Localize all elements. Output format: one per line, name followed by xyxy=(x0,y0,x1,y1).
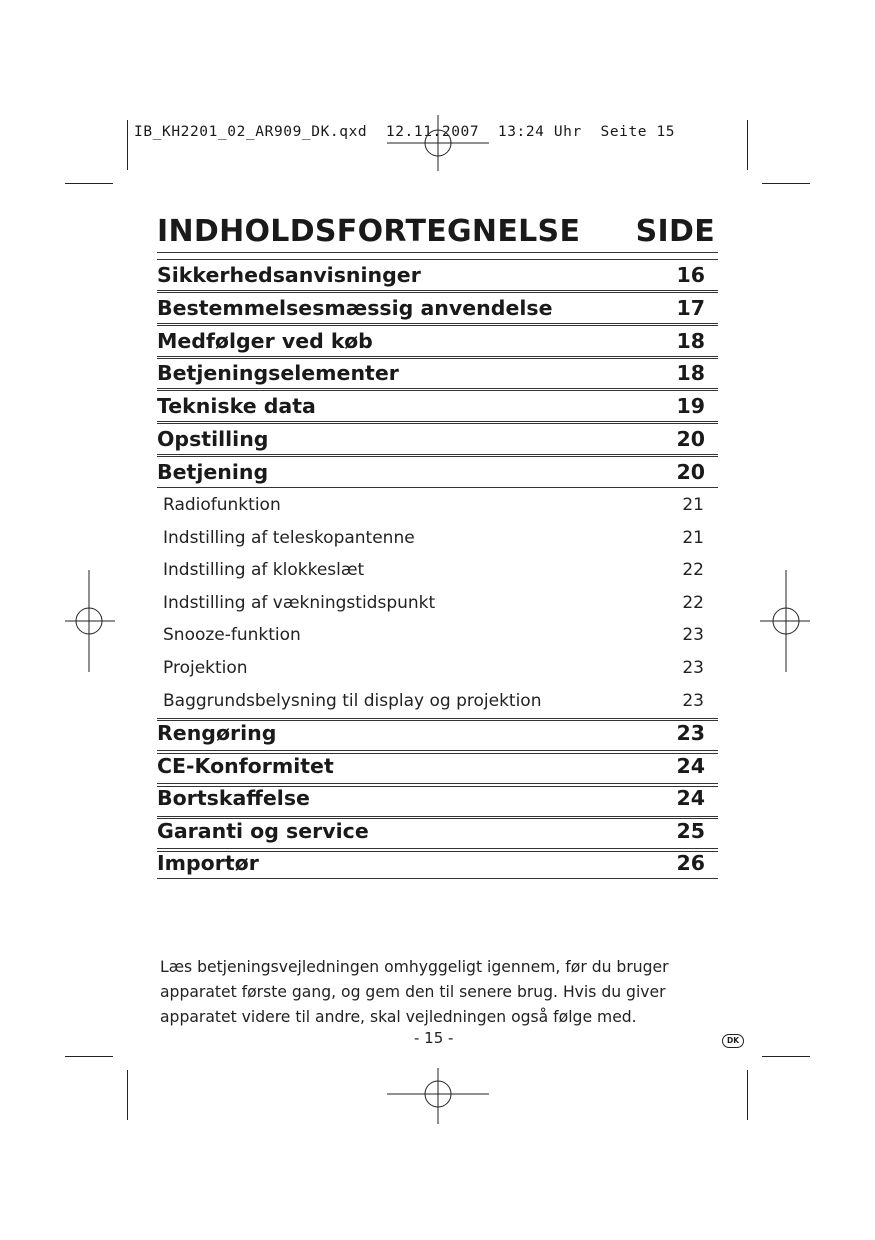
page-number: - 15 - xyxy=(414,1029,454,1047)
reading-instruction: Læs betjeningsvejledningen omhyggeligt igennem, før du bruger apparatet første gang, og gem den til senere brug. Hvis du giver apparatet videre til andre, skal vejledningen også følge med. xyxy=(160,958,669,1026)
crosshair-circle-icon xyxy=(387,1068,489,1124)
toc-entry-page: 23 xyxy=(682,691,704,711)
toc-entry[interactable] xyxy=(157,263,718,293)
toc-entry[interactable] xyxy=(157,786,718,816)
toc-entry-title: Radiofunktion xyxy=(163,495,281,515)
crosshair-circle-icon xyxy=(760,570,810,672)
toc-entry-title: Garanti og service xyxy=(157,819,369,843)
toc-entry[interactable] xyxy=(157,658,718,688)
toc-entry-title: Importør xyxy=(157,851,259,875)
crop-mark-top-right-h xyxy=(762,183,810,184)
toc-entry-page: 18 xyxy=(676,361,705,385)
toc-entry-title: Indstilling af vækningstidspunkt xyxy=(163,593,436,613)
toc-title: INDHOLDSFORTEGNELSE xyxy=(157,214,581,249)
toc-entry-page: 23 xyxy=(682,658,704,678)
toc-entry-page: 18 xyxy=(676,329,705,353)
toc-entry-title: Sikkerhedsanvisninger xyxy=(157,263,421,287)
toc-entry-page: 23 xyxy=(682,625,704,645)
toc-entry-page: 21 xyxy=(682,495,704,515)
toc-entry-title: Medfølger ved køb xyxy=(157,329,373,353)
toc-entry[interactable] xyxy=(157,495,718,525)
toc-entry-page: 25 xyxy=(676,819,705,843)
toc-entry[interactable] xyxy=(157,851,718,881)
toc-rule xyxy=(157,259,718,260)
toc-entry[interactable] xyxy=(157,394,718,424)
toc-entry-page: 17 xyxy=(676,296,705,320)
toc-entry[interactable] xyxy=(157,593,718,623)
crop-mark-top-left-h xyxy=(65,183,113,184)
toc-entry-page: 23 xyxy=(676,721,705,745)
toc-entry-title: Baggrundsbelysning til display og projektion xyxy=(163,691,542,711)
toc-entry-page: 16 xyxy=(676,263,705,287)
toc-entry[interactable] xyxy=(157,625,718,655)
toc-entry-title: Bortskaffelse xyxy=(157,786,310,810)
toc-entry-title: Rengøring xyxy=(157,721,277,745)
toc-entry-title: Betjeningselementer xyxy=(157,361,399,385)
language-badge: DK xyxy=(722,1034,744,1048)
toc-entry-title: Bestemmelsesmæssig anvendelse xyxy=(157,296,553,320)
toc-entry-page: 19 xyxy=(676,394,705,418)
crosshair-circle-icon xyxy=(65,570,115,672)
toc-rule xyxy=(157,816,718,817)
toc-entry-page: 22 xyxy=(682,560,704,580)
toc-entry-title: Opstilling xyxy=(157,427,269,451)
toc-entry-page: 20 xyxy=(676,427,705,451)
toc-entry-page: 21 xyxy=(682,528,704,548)
toc-entry-title: Snooze-funktion xyxy=(163,625,301,645)
toc-entry-page: 22 xyxy=(682,593,704,613)
toc-entry-title: CE-Konformitet xyxy=(157,754,334,778)
toc-entry[interactable] xyxy=(157,528,718,558)
toc-entry-page: 26 xyxy=(676,851,705,875)
toc-heading xyxy=(157,210,718,252)
toc-entry[interactable] xyxy=(157,427,718,457)
toc-entry-title: Indstilling af klokkeslæt xyxy=(163,560,365,580)
crop-mark-bottom-right-v xyxy=(747,1070,748,1120)
crop-mark-bottom-left-h xyxy=(65,1056,113,1057)
crosshair-circle-icon xyxy=(387,115,489,171)
crop-mark-bottom-right-h xyxy=(762,1056,810,1057)
toc-entry-title: Betjening xyxy=(157,460,269,484)
toc-entry[interactable] xyxy=(157,754,718,784)
toc-entry-page: 24 xyxy=(676,786,705,810)
toc-entry[interactable] xyxy=(157,560,718,590)
crop-mark-bottom-left-v xyxy=(127,1070,128,1120)
toc-entry-title: Projektion xyxy=(163,658,248,678)
toc-entry[interactable] xyxy=(157,691,718,721)
toc-entry[interactable] xyxy=(157,721,718,751)
crop-mark-top-left-v xyxy=(127,120,128,170)
toc-rule xyxy=(157,252,718,253)
toc-entry[interactable] xyxy=(157,819,718,849)
toc-entry-title: Tekniske data xyxy=(157,394,316,418)
crop-mark-top-right-v xyxy=(747,120,748,170)
toc-entry-title: Indstilling af teleskopantenne xyxy=(163,528,415,548)
toc-entry[interactable] xyxy=(157,296,718,326)
toc-entry-page: 24 xyxy=(676,754,705,778)
toc-entry[interactable] xyxy=(157,460,718,490)
print-slug: IB_KH2201_02_AR909_DK.qxd 12.11.2007 13:24 Uhr Seite 15 xyxy=(134,124,676,140)
toc-entry[interactable] xyxy=(157,329,718,359)
toc-entry[interactable] xyxy=(157,361,718,391)
toc-page-column-label: SIDE xyxy=(635,214,715,249)
toc-entry-page: 20 xyxy=(676,460,705,484)
